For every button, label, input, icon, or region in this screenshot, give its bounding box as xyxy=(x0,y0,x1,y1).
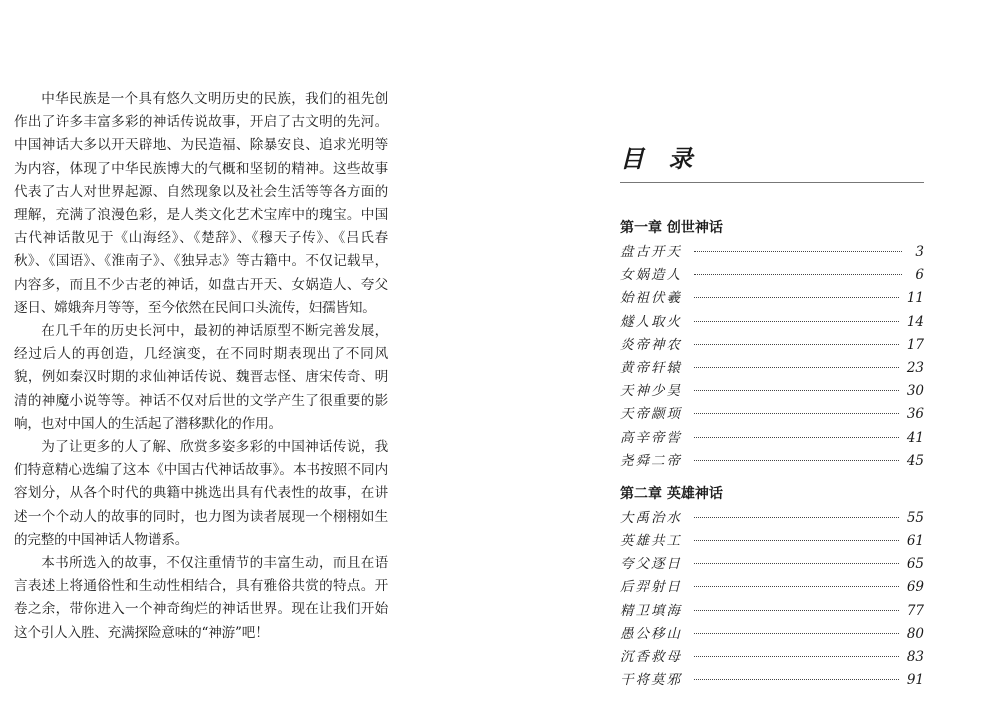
preface-text xyxy=(14,88,388,645)
entry-title: 后羿射日 xyxy=(620,579,682,596)
toc-entry[interactable] xyxy=(620,669,924,692)
dot-leader xyxy=(694,563,899,564)
toc-entry[interactable] xyxy=(620,264,924,287)
chapter-heading: 第一章 创世神话 xyxy=(620,220,723,236)
dot-leader xyxy=(694,390,899,391)
entry-page-number: 17 xyxy=(906,336,924,353)
entry-title: 黄帝轩辕 xyxy=(620,359,682,376)
toc-entry[interactable] xyxy=(620,553,924,576)
entry-title: 女娲造人 xyxy=(620,267,682,284)
entry-title: 炎帝神农 xyxy=(620,336,682,353)
entry-title: 始祖伏羲 xyxy=(620,290,682,307)
entry-title: 精卫填海 xyxy=(620,602,682,619)
entry-page-number: 41 xyxy=(906,429,924,446)
toc-entry[interactable] xyxy=(620,576,924,599)
preface-paragraph: 中华民族是一个具有悠久文明历史的民族，我们的祖先创作出了许多丰富多彩的神话传说故事，开启了古文明的先河。中国神话大多以开天辟地、为民造福、除暴安良、追求光明等为内容，体现了中华民族博大的气概和坚韧的精神。这些故事代表了古人对世界起源、自然现象以及社会生活等等各方面的理解，充满了浪漫色彩，是人类文化艺术宝库中的瑰宝。中国古代神话散见于《山海经》、《楚辞》、《穆天子传》、《吕氏春秋》、《国语》、《淮南子》、《独异志》等古籍中。不仅记载早，内容多，而且不少古老的神话，如盘古开天、女娲造人、夸父逐日、嫦娥奔月等等，至今依然在民间口头流传，妇孺皆知。 xyxy=(14,91,388,316)
entry-page-number: 61 xyxy=(906,533,924,550)
toc-entry[interactable] xyxy=(620,380,924,403)
entry-page-number: 45 xyxy=(906,452,924,469)
dot-leader xyxy=(694,413,899,414)
chapter-heading: 第二章 英雄神话 xyxy=(620,485,723,502)
dot-leader xyxy=(694,633,899,634)
entry-page-number: 23 xyxy=(906,359,924,376)
entry-page-number: 55 xyxy=(906,509,924,526)
toc-entry[interactable] xyxy=(620,427,924,450)
toc-entry[interactable] xyxy=(620,507,924,530)
dot-leader xyxy=(694,679,899,680)
toc-entry[interactable] xyxy=(620,357,924,380)
toc-entry[interactable] xyxy=(620,287,924,310)
preface-paragraph: 为了让更多的人了解、欣赏多姿多彩的中国神话传说，我们特意精心选编了这本《中国古代神话故事》。本书按照不同内容划分，从各个时代的典籍中挑选出具有代表性的故事，在讲述一个个动人的故事的同时，也力图为读者展现一个栩栩如生的完整的中国神话人物谱系。 xyxy=(14,439,388,548)
toc-divider xyxy=(620,182,924,183)
entry-title: 盘古开天 xyxy=(620,244,682,260)
entry-title: 沉香救母 xyxy=(620,649,682,665)
dot-leader xyxy=(694,460,899,461)
entry-page-number: 65 xyxy=(906,556,924,573)
entry-title: 大禹治水 xyxy=(620,509,682,526)
dot-leader xyxy=(694,344,899,345)
entry-page-number: 80 xyxy=(906,625,924,642)
preface-paragraph: 本书所选入的故事，不仅注重情节的丰富生动，而且在语言表述上将通俗性和生动性相结合，具有雅俗共赏的特点。开卷之余，带你进入一个神奇绚烂的神话世界。现在让我们开始这个引人入胜、充满探险意味的“神游”吧！ xyxy=(14,555,388,641)
entry-title: 英雄共工 xyxy=(620,533,682,550)
dot-leader xyxy=(694,517,899,518)
entry-title: 高辛帝喾 xyxy=(620,429,682,446)
dot-leader xyxy=(694,274,902,275)
toc-entry[interactable] xyxy=(620,530,924,553)
entry-page-number: 6 xyxy=(915,267,924,284)
toc-entry[interactable] xyxy=(620,646,924,669)
chapter-entry-list xyxy=(620,507,924,693)
entry-page-number: 30 xyxy=(906,383,924,400)
toc-entry[interactable] xyxy=(620,623,924,646)
entry-title: 燧人取火 xyxy=(620,313,682,330)
dot-leader xyxy=(694,297,899,298)
entry-page-number: 14 xyxy=(906,313,924,330)
entry-title: 天帝颛顼 xyxy=(620,406,682,423)
entry-title: 愚公移山 xyxy=(620,625,682,642)
entry-page-number: 83 xyxy=(906,649,924,665)
toc-entry[interactable] xyxy=(620,311,924,334)
dot-leader xyxy=(694,586,899,587)
entry-page-number: 11 xyxy=(906,290,924,307)
dot-leader xyxy=(694,656,899,657)
dot-leader xyxy=(694,367,899,368)
entry-page-number: 91 xyxy=(906,672,924,689)
toc-entry[interactable] xyxy=(620,600,924,623)
entry-title: 干将莫邪 xyxy=(620,672,682,689)
dot-leader xyxy=(694,437,899,438)
dot-leader xyxy=(694,251,902,252)
chapter-entry-list xyxy=(620,241,924,473)
entry-title: 天神少昊 xyxy=(620,383,682,400)
entry-page-number: 69 xyxy=(906,579,924,596)
dot-leader xyxy=(694,321,899,322)
toc-title: 目 录 xyxy=(620,144,701,173)
entry-page-number: 77 xyxy=(906,602,924,619)
table-of-contents xyxy=(620,140,924,692)
entry-page-number: 3 xyxy=(915,244,924,260)
dot-leader xyxy=(694,610,899,611)
toc-entry[interactable] xyxy=(620,450,924,473)
preface-paragraph: 在几千年的历史长河中，最初的神话原型不断完善发展，经过后人的再创造，几经演变，在不同时期表现出了不同风貌，例如秦汉时期的求仙神话传说、魏晋志怪、唐宋传奇、明清的神魔小说等等。神话不仅对后世的文学产生了很重要的影响，也对中国人的生活起了潜移默化的作用。 xyxy=(14,323,388,432)
dot-leader xyxy=(694,540,899,541)
toc-entry[interactable] xyxy=(620,403,924,426)
entry-title: 尧舜二帝 xyxy=(620,452,682,469)
toc-entry[interactable] xyxy=(620,241,924,264)
entry-title: 夸父逐日 xyxy=(620,556,682,573)
toc-entry[interactable] xyxy=(620,334,924,357)
entry-page-number: 36 xyxy=(906,406,924,423)
